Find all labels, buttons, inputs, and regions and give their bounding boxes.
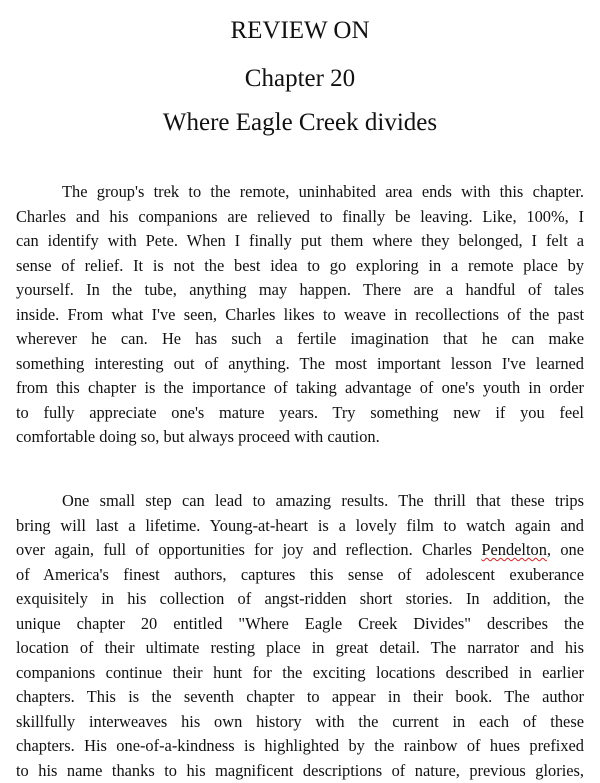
- text-line: bring will last a lifetime. Young-at-heart is a lovely film to watch again and: [16, 514, 584, 539]
- text-line: [16, 538, 584, 563]
- review-paragraph-1: [16, 180, 584, 450]
- text-line: can identify with Pete. When I finally put them where they belonged, I felt a: [16, 229, 584, 254]
- text-line: sense of relief. It is not the best idea to go exploring in a remote place by: [16, 254, 584, 279]
- text-line: comfortable doing so, but always proceed with caution.: [16, 425, 584, 450]
- text-line: The group's trek to the remote, uninhabited area ends with this chapter.: [16, 180, 584, 205]
- chapter-heading: Chapter 20: [0, 62, 600, 96]
- text-line: exquisitely in his collection of angst-ridden short stories. In addition, the: [16, 587, 584, 612]
- text-line: yourself. In the tube, anything may happen. There are a handful of tales: [16, 278, 584, 303]
- text-line: chapters. This is the seventh chapter to appear in their book. The author: [16, 685, 584, 710]
- text-line: from this chapter is the importance of taking advantage of one's youth in order: [16, 376, 584, 401]
- review-paragraph-2: [16, 489, 584, 783]
- text-line: wherever he can. He has such a fertile imagination that he can make: [16, 327, 584, 352]
- text-line: of America's finest authors, captures this sense of adolescent exuberance: [16, 563, 584, 588]
- text-line: One small step can lead to amazing results. The thrill that these trips: [16, 489, 584, 514]
- text-line: inside. From what I've seen, Charles likes to weave in recollections of the past: [16, 303, 584, 328]
- text-line: skillfully interweaves his own history with the current in each of these: [16, 710, 584, 735]
- text-line: Charles and his companions are relieved to finally be leaving. Like, 100%, I: [16, 205, 584, 230]
- chapter-title: Where Eagle Creek divides: [0, 106, 600, 140]
- text-line: to his name thanks to his magnificent descriptions of nature, previous glories,: [16, 759, 584, 783]
- text-line: location of their ultimate resting place in great detail. The narrator and his: [16, 636, 584, 661]
- text-line: something interesting out of anything. The most important lesson I've learned: [16, 352, 584, 377]
- text-line: unique chapter 20 entitled "Where Eagle Creek Divides" describes the: [16, 612, 584, 637]
- text-line: companions continue their hunt for the exciting locations described in earlier: [16, 661, 584, 686]
- text-segment: , one: [547, 540, 584, 559]
- misspelled-word: Pendelton: [481, 540, 547, 559]
- text-segment: over again, full of opportunities for joy and reflection. Charles: [16, 540, 481, 559]
- review-heading: REVIEW ON: [0, 14, 600, 48]
- text-line: to fully appreciate one's mature years. Try something new if you feel: [16, 401, 584, 426]
- text-line: chapters. His one-of-a-kindness is highlighted by the rainbow of hues prefixed: [16, 734, 584, 759]
